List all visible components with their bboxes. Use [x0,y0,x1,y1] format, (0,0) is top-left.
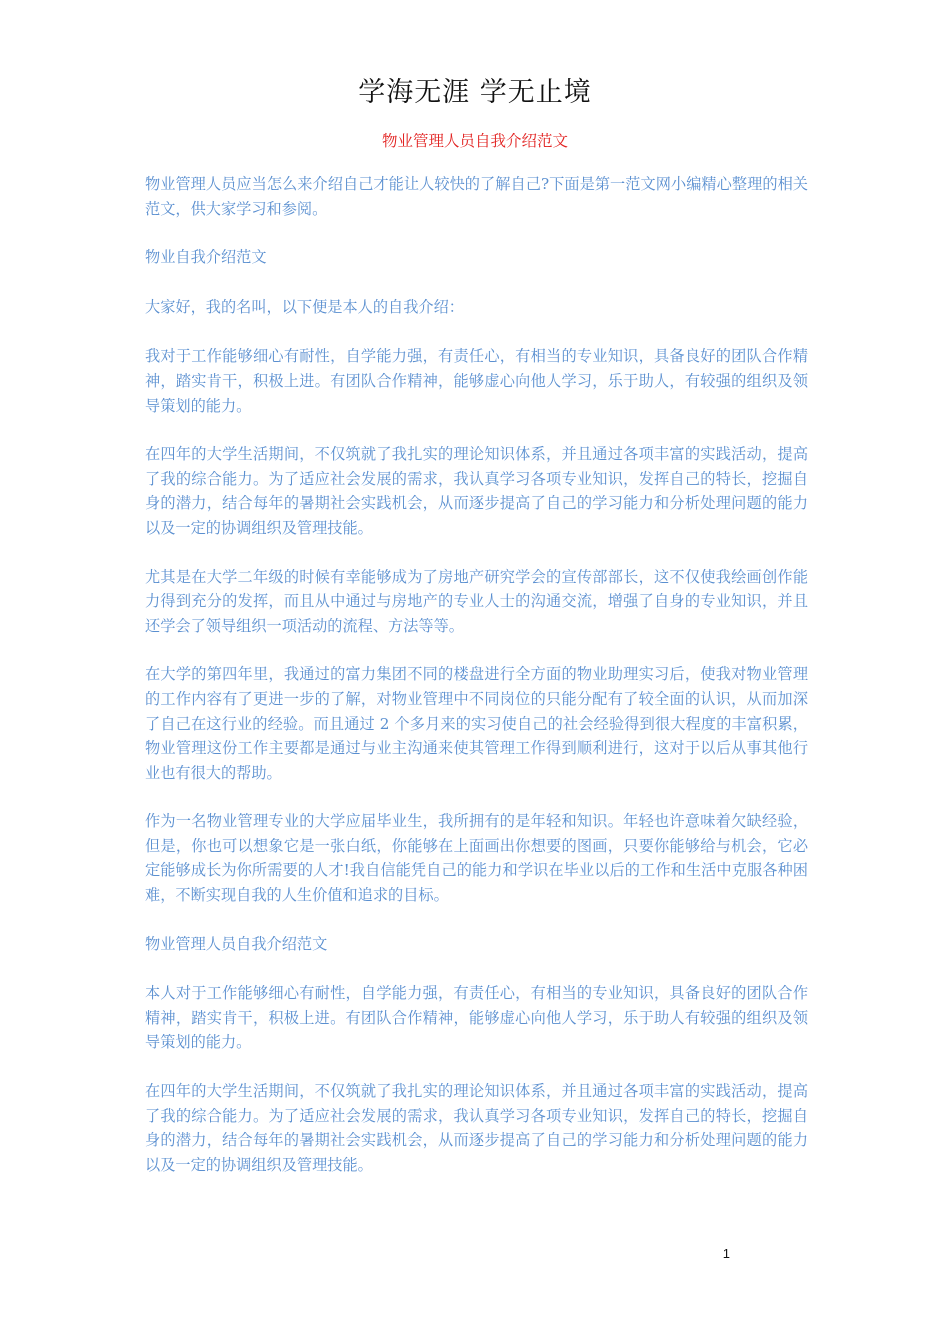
body-paragraph: 我对于工作能够细心有耐性，自学能力强，有责任心，有相当的专业知识，具备良好的团队合作精神，踏实肯干，积极上进。有团队合作精神，能够虚心向他人学习，乐于助人，有较强的组织及领导策划的能力。 [145,347,808,415]
body-paragraph: 作为一名物业管理专业的大学应届毕业生，我所拥有的是年轻和知识。年轻也许意味着欠缺经验，但是，你也可以想象它是一张白纸，你能够在上面画出你想要的图画，只要你能够给与机会，它必定能够成长为你所需要的人才!我自信能凭自己的能力和学识在毕业以后的工作和生活中克服各种困难，不断实现自我的人生价值和追求的目标。 [145,812,808,905]
document-title: 物业管理人员自我介绍范文 [381,132,568,150]
greeting-paragraph: 大家好，我的名叫，以下便是本人的自我介绍： [145,297,464,316]
intro-paragraph: 物业管理人员应当怎么来介绍自己才能让人较快的了解自己?下面是第一范文网小编精心整理的相关范文，供大家学习和参阅。 [145,175,808,218]
body-paragraph: 在四年的大学生活期间，不仅筑就了我扎实的理论知识体系，并且通过各项丰富的实践活动，提高了我的综合能力。为了适应社会发展的需求，我认真学习各项专业知识，发挥自己的特长，挖掘自身的潜力，结合每年的暑期社会实践机会，从而逐步提高了自己的学习能力和分析处理问题的能力以及一定的协调组织及管理技能。 [145,445,808,537]
body-paragraph: 在大学的第四年里，我通过的富力集团不同的楼盘进行全方面的物业助理实习后，使我对物业管理的工作内容有了更进一步的了解，对物业管理中不同岗位的只能分配有了较全面的认识，从而加深了自己在这行业的经验。而且通过 2 个多月来的实习使自己的社会经验得到很大程度的丰富积累，物业管理这份工作主要都是通过与业主沟通来使其管理工作得到顺利进行，这对于以后从事其他行业也有很大的帮助。 [145,665,808,782]
section-heading: 物业管理人员自我介绍范文 [145,934,328,953]
section-heading: 物业自我介绍范文 [145,248,267,267]
body-paragraph: 在四年的大学生活期间，不仅筑就了我扎实的理论知识体系，并且通过各项丰富的实践活动，提高了我的综合能力。为了适应社会发展的需求，我认真学习各项专业知识，发挥自己的特长，挖掘自身的潜力，结合每年的暑期社会实践机会，从而逐步提高了自己的学习能力和分析处理问题的能力以及一定的协调组织及管理技能。 [145,1082,808,1174]
body-paragraph: 尤其是在大学二年级的时候有幸能够成为了房地产研究学会的宣传部部长，这不仅使我绘画创作能力得到充分的发挥，而且从中通过与房地产的专业人士的沟通交流，增强了自身的专业知识，并且还学会了领导组织一项活动的流程、方法等等。 [145,567,808,635]
page-header-motto: 学海无涯 学无止境 [358,77,592,108]
document-body [145,172,808,1201]
page-number: 1 [722,1246,730,1261]
body-paragraph: 本人对于工作能够细心有耐性，自学能力强，有责任心，有相当的专业知识，具备良好的团队合作精神，踏实肯干，积极上进。有团队合作精神，能够虚心向他人学习，乐于助人有较强的组织及领导策划的能力。 [145,984,808,1052]
